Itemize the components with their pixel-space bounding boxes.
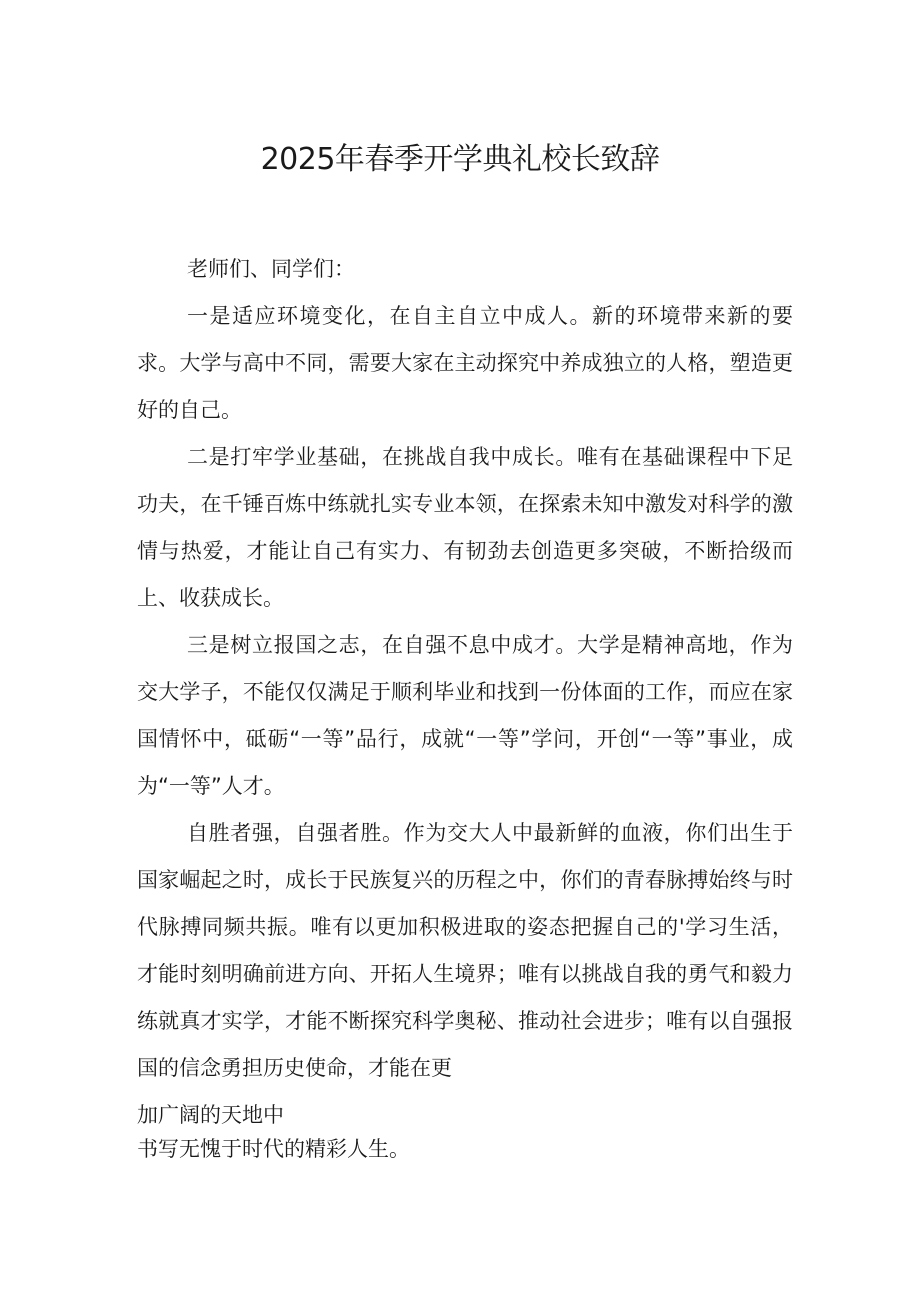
paragraph-1: 一是适应环境变化，在自主自立中成人。新的环境带来新的要求。大学与高中不同，需要大家在主动探究中养成独立的人格，塑造更好的自己。 <box>137 304 793 422</box>
paragraph-3: 三是树立报国之志，在自强不息中成才。大学是精神高地，作为交大学子，不能仅仅满足于顺利毕业和找到一份体面的工作，而应在家国情怀中，砥砺“一等”品行，成就“一等”学问，开创“一等”事业，成为“一等”人才。 <box>137 633 793 798</box>
document-body <box>137 246 793 1166</box>
closing-line-2: 书写无愧于时代的精彩人生。 <box>137 1137 410 1161</box>
paragraph-4: 自胜者强，自强者胜。作为交大人中最新鲜的血液，你们出生于国家崛起之时，成长于民族复兴的历程之中，你们的青春脉搏始终与时代脉搏同频共振。唯有以更加积极进取的姿态把握自己的'学习生活，才能时刻明确前进方向、开拓人生境界；唯有以挑战自我的勇气和毅力练就真才实学，才能不断探究科学奥秘、推动社会进步；唯有以自强报国的信念勇担历史使命，才能在更 <box>137 821 793 1080</box>
closing-line-1: 加广阔的天地中 <box>137 1103 284 1127</box>
document-title: 2025年春季开学典礼校长致辞 <box>260 142 660 177</box>
salutation: 老师们、同学们： <box>187 257 355 281</box>
closing-lines <box>137 1098 793 1166</box>
paragraph-2: 二是打牢学业基础，在挑战自我中成长。唯有在基础课程中下足功夫，在千锤百炼中练就扎实专业本领，在探索未知中激发对科学的激情与热爱，才能让自己有实力、有韧劲去创造更多突破，不断拾级而上、收获成长。 <box>137 445 793 610</box>
